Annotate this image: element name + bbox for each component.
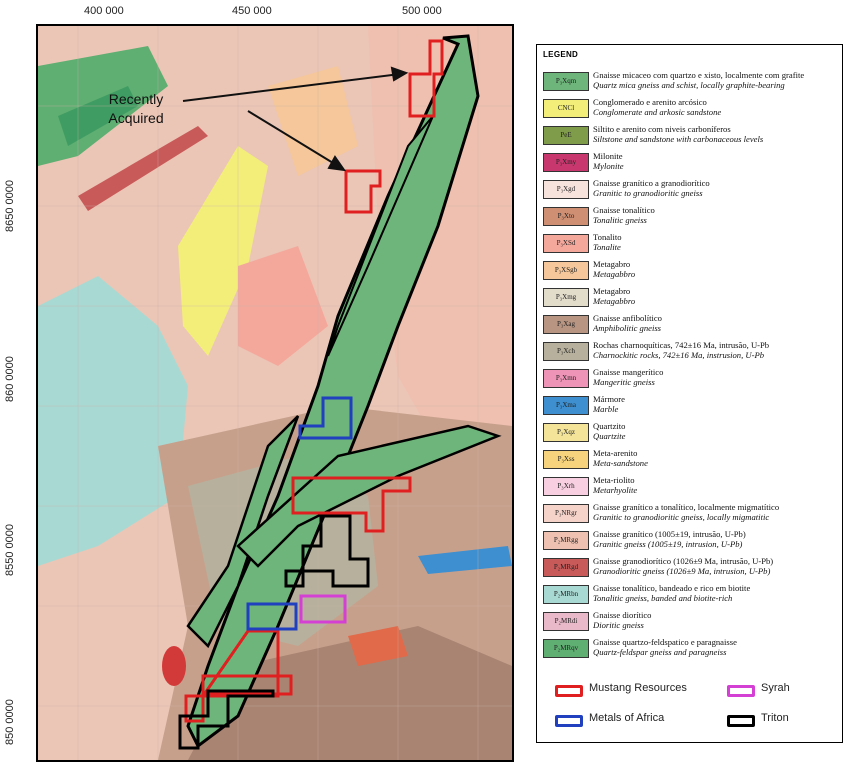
legend-swatch: P₃Xss xyxy=(543,450,589,469)
legend-text-en: Conglomerate and arkosic sandstone xyxy=(593,107,722,117)
legend-item xyxy=(543,609,839,633)
legend-text-pt: Quartzito xyxy=(593,421,626,431)
legend-text-en: Quartzite xyxy=(593,431,626,441)
x-tick-label: 400 000 xyxy=(84,5,124,17)
legend-item xyxy=(543,258,839,282)
annotation-line2: Acquired xyxy=(108,110,164,126)
legend-item xyxy=(543,366,839,390)
legend-swatch: PeE xyxy=(543,126,589,145)
legend-text-en: Meta-sandstone xyxy=(593,458,648,468)
x-tick-label: 450 000 xyxy=(232,5,272,17)
legend-text-pt: Meta-arenito xyxy=(593,448,638,458)
legend-text xyxy=(593,502,843,522)
legend-text-en: Mylonite xyxy=(593,161,624,171)
legend-item xyxy=(543,447,839,471)
legend-item xyxy=(543,501,839,525)
legend-text-en: Metagabbro xyxy=(593,269,636,279)
legend-swatch: P₃Xma xyxy=(543,396,589,415)
legend-item xyxy=(543,312,839,336)
legend-text xyxy=(593,529,843,549)
legend-text-en: Granodioritic gneiss (1026±9 Ma, intrusion, U-Pb) xyxy=(593,566,771,576)
owner-label: Metals of Africa xyxy=(589,712,665,724)
legend-swatch: P₃Xrh xyxy=(543,477,589,496)
legend-item xyxy=(543,636,839,660)
x-tick-label: 500 000 xyxy=(402,5,442,17)
legend-text xyxy=(593,448,843,468)
legend-swatch: P₃Xmy xyxy=(543,153,589,172)
legend-item xyxy=(543,123,839,147)
legend-text-pt: Gnaisse granítico a tonalítico, localmente migmatítico xyxy=(593,502,780,512)
legend-text-en: Marble xyxy=(593,404,619,414)
legend-text-pt: Gnaisse granítico (1005±19, intrusão, U-Pb) xyxy=(593,529,746,539)
legend-text xyxy=(593,124,843,144)
legend-panel xyxy=(536,44,843,743)
legend-text xyxy=(593,97,843,117)
legend-text xyxy=(593,340,843,360)
legend-text-pt: Gnaisse micaceo com quartzo e xisto, localmente com grafite xyxy=(593,70,805,80)
legend-text-en: Amphibolitic gneiss xyxy=(593,323,662,333)
legend-text-pt: Metagabro xyxy=(593,286,631,296)
legend-item xyxy=(543,150,839,174)
legend-text-en: Siltstone and sandstone with carbonaceous levels xyxy=(593,134,764,144)
legend-item xyxy=(543,393,839,417)
legend-item xyxy=(543,231,839,255)
legend-item xyxy=(543,555,839,579)
owner-swatch xyxy=(555,715,583,727)
legend-item xyxy=(543,204,839,228)
legend-text xyxy=(593,421,843,441)
legend-text-pt: Metagabro xyxy=(593,259,631,269)
legend-swatch: P₃XSd xyxy=(543,234,589,253)
legend-text xyxy=(593,259,843,279)
owner-label: Triton xyxy=(761,712,789,724)
owner-label: Mustang Resources xyxy=(589,682,687,694)
legend-text-pt: Siltito e arenito com niveis carboníferos xyxy=(593,124,731,134)
legend-text-en: Dioritic gneiss xyxy=(593,620,644,630)
legend-swatch: P₂MRbn xyxy=(543,585,589,604)
legend-swatch: P₂MRgd xyxy=(543,558,589,577)
legend-text xyxy=(593,367,843,387)
legend-text-en: Granitic to granodioritic gneiss, locally migmatitic xyxy=(593,512,770,522)
legend-text-pt: Tonalito xyxy=(593,232,622,242)
legend-text xyxy=(593,637,843,657)
legend-item xyxy=(543,96,839,120)
legend-text-en: Metagabbro xyxy=(593,296,636,306)
legend-text xyxy=(593,394,843,414)
owner-swatch xyxy=(727,685,755,697)
y-tick-label: 850 0000 xyxy=(4,699,16,745)
legend-item xyxy=(543,582,839,606)
legend-swatch: P₂MRqv xyxy=(543,639,589,658)
legend-swatch: P₃Xqm xyxy=(543,72,589,91)
legend-swatch: P₃Xgd xyxy=(543,180,589,199)
legend-text xyxy=(593,70,843,90)
legend-swatch: P₃XSgb xyxy=(543,261,589,280)
legend-item xyxy=(543,420,839,444)
legend-swatch: P₂MRdi xyxy=(543,612,589,631)
legend-text-pt: Gnaisse tonalítico xyxy=(593,205,655,215)
legend-text-en: Tonalitic gneiss xyxy=(593,215,647,225)
legend-text-en: Mangeritic gneiss xyxy=(593,377,655,387)
legend-item xyxy=(543,177,839,201)
legend-text-pt: Meta-riolito xyxy=(593,475,635,485)
legend-text xyxy=(593,313,843,333)
legend-text-pt: Gnaisse tonalítico, bandeado e rico em biotite xyxy=(593,583,751,593)
y-tick-label: 8650 0000 xyxy=(4,180,16,232)
legend-title: LEGEND xyxy=(543,50,579,59)
legend-item xyxy=(543,474,839,498)
legend-swatch: P₃Xqz xyxy=(543,423,589,442)
legend-text xyxy=(593,583,843,603)
legend-text-pt: Conglomerado e arenito arcósico xyxy=(593,97,707,107)
legend-text-pt: Gnaisse granodiorítico (1026±9 Ma, intrusão, U-Pb) xyxy=(593,556,774,566)
legend-text-en: Tonalitic gneiss, banded and biotite-rich xyxy=(593,593,733,603)
legend-text-en: Granitic to granodioritic gneiss xyxy=(593,188,703,198)
legend-text-pt: Gnaisse diorítico xyxy=(593,610,652,620)
legend-text xyxy=(593,556,843,576)
legend-text-en: Metarhyolite xyxy=(593,485,638,495)
legend-text-pt: Gnaisse quartzo-feldspatico e paragnaisse xyxy=(593,637,737,647)
legend-text-en: Charnockitic rocks, 742±16 Ma, instrusion, U-Pb xyxy=(593,350,765,360)
map-canvas xyxy=(38,26,512,760)
y-tick-label: 860 0000 xyxy=(4,356,16,402)
legend-text xyxy=(593,205,843,225)
y-tick-label: 8550 0000 xyxy=(4,524,16,576)
legend-text-pt: Rochas charnoquíticas, 742±16 Ma, intrusão, U-Pb xyxy=(593,340,770,350)
legend-text-en: Quartz-feldspar gneiss and paragneiss xyxy=(593,647,727,657)
legend-text-pt: Gnaisse anfibolítico xyxy=(593,313,662,323)
legend-text xyxy=(593,151,843,171)
owner-swatch xyxy=(555,685,583,697)
geological-map[interactable] xyxy=(36,24,514,762)
legend-swatch: CNCl xyxy=(543,99,589,118)
owner-label: Syrah xyxy=(761,682,790,694)
legend-swatch: P₃Xag xyxy=(543,315,589,334)
legend-item xyxy=(543,528,839,552)
legend-item xyxy=(543,285,839,309)
red-mylonite-lens xyxy=(162,646,186,686)
legend-swatch: P₂MRgg xyxy=(543,531,589,550)
legend-item xyxy=(543,69,839,93)
legend-text-en: Quartz mica gneiss and schist, locally graphite-bearing xyxy=(593,80,785,90)
legend-text xyxy=(593,286,843,306)
legend-text xyxy=(593,232,843,252)
legend-swatch: P₃Xto xyxy=(543,207,589,226)
legend-swatch: P₃Xmg xyxy=(543,288,589,307)
recently-acquired-annotation xyxy=(96,90,176,128)
annotation-line1: Recently xyxy=(108,91,164,107)
legend-text xyxy=(593,178,843,198)
legend-text-pt: Mármore xyxy=(593,394,625,404)
owner-swatch xyxy=(727,715,755,727)
legend-text-pt: Gnaisse mangerítico xyxy=(593,367,664,377)
legend-swatch: P₃Xmn xyxy=(543,369,589,388)
legend-swatch: P₃NRgr xyxy=(543,504,589,523)
legend-item xyxy=(543,339,839,363)
legend-swatch: P₃Xch xyxy=(543,342,589,361)
legend-text-pt: Gnaisse granítico a granodiorítico xyxy=(593,178,710,188)
legend-text xyxy=(593,475,843,495)
legend-text-pt: Milonite xyxy=(593,151,623,161)
legend-text xyxy=(593,610,843,630)
legend-text-en: Granitic gneiss (1005±19, intrusion, U-Pb) xyxy=(593,539,743,549)
legend-text-en: Tonalite xyxy=(593,242,621,252)
